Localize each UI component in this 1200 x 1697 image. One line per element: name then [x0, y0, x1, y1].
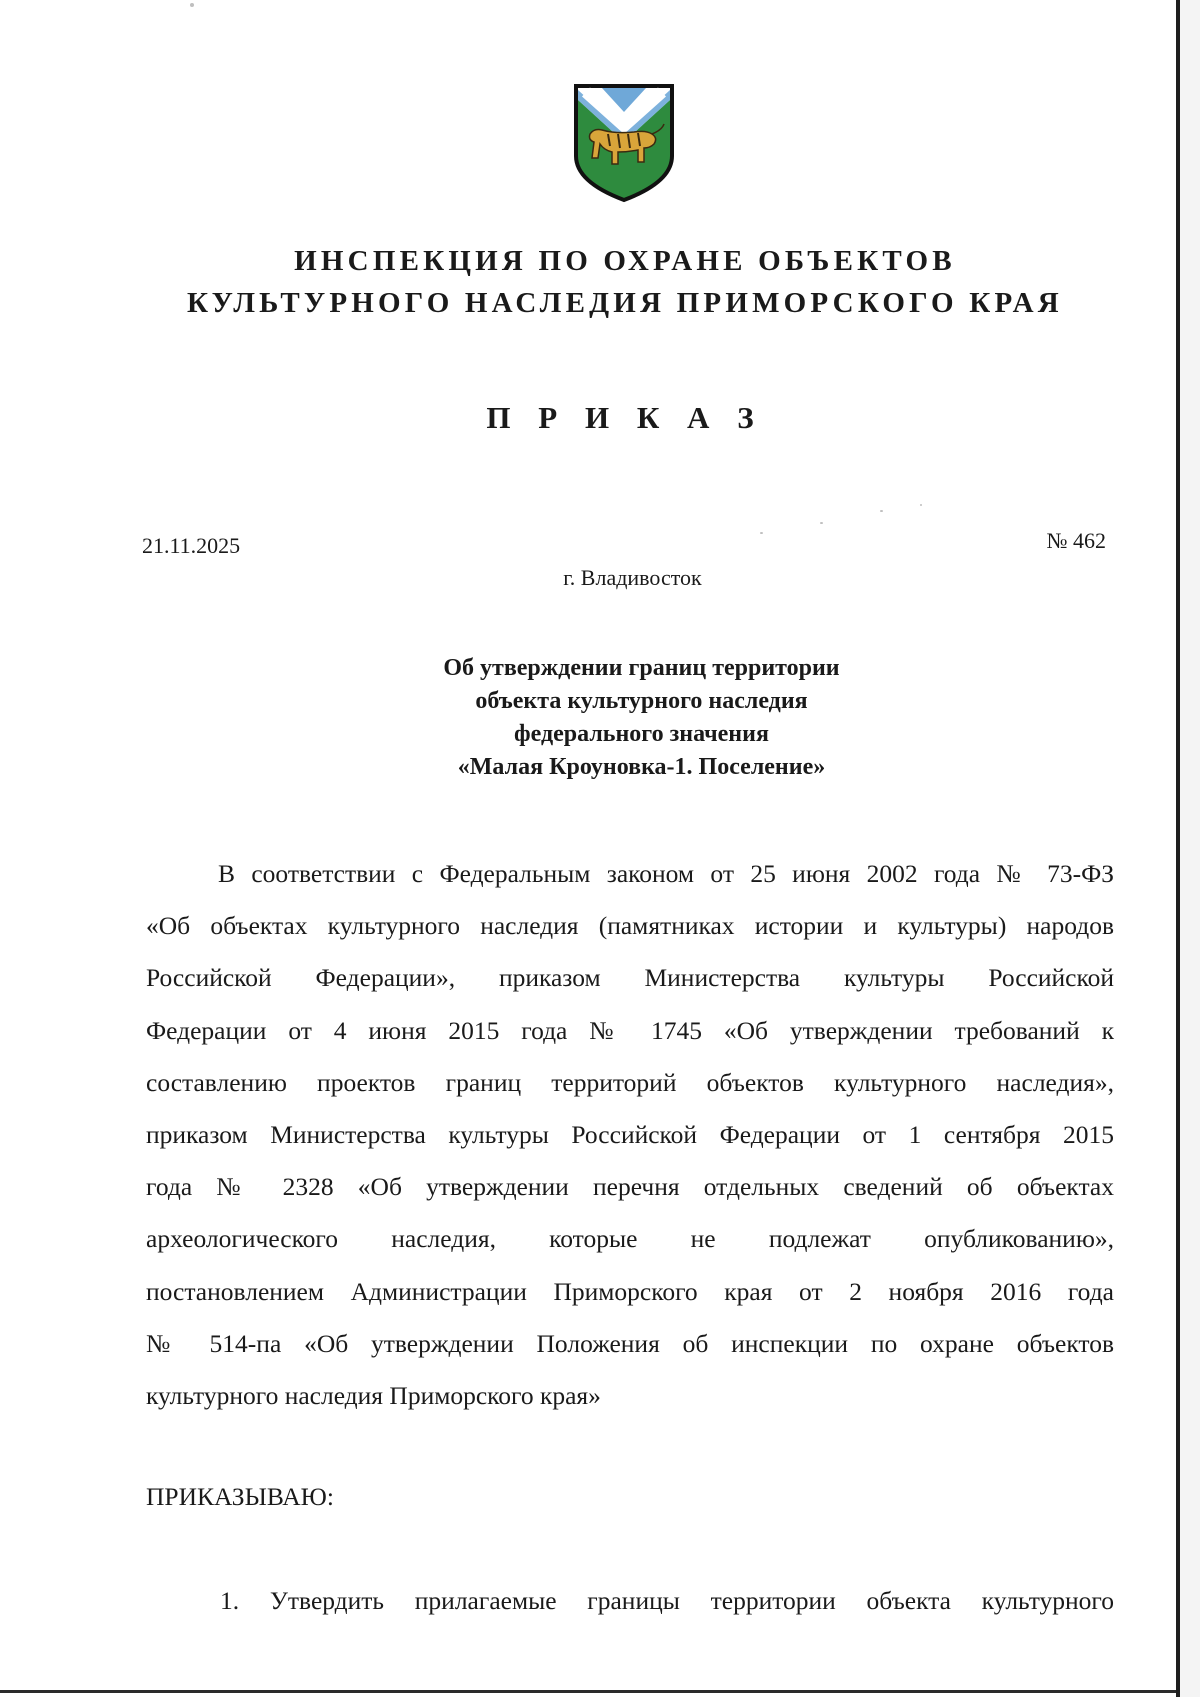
- preamble-line: приказом Министерства культуры Российской Федерации от 1 сентября 2015: [146, 1120, 1114, 1150]
- agency-name: [0, 240, 1200, 324]
- preamble-line: В соответствии с Федеральным законом от 25 июня 2002 года № 73-ФЗ: [218, 859, 1114, 888]
- order-subject-line: объекта культурного наследия: [475, 688, 808, 714]
- agency-name-line-1: ИНСПЕКЦИЯ ПО ОХРАНЕ ОБЪЕКТОВ: [294, 245, 956, 277]
- scan-speck: [880, 510, 883, 512]
- document-number: № 462: [1046, 528, 1106, 553]
- preamble-line: Федерации от 4 июня 2015 года № 1745 «Об утверждении требований к: [146, 1015, 1114, 1045]
- preamble-line: культурного наследия Приморского края»: [146, 1381, 601, 1411]
- scan-speck: [820, 522, 823, 524]
- page-bottom-edge: [0, 1690, 1176, 1693]
- agency-name-line-2: КУЛЬТУРНОГО НАСЛЕДИЯ ПРИМОРСКОГО КРАЯ: [187, 287, 1063, 319]
- preamble-line: «Об объектах культурного наследия (памятниках истории и культуры) народов: [146, 911, 1114, 941]
- scan-speck: [190, 3, 194, 7]
- preamble-line: № 514-па «Об утверждении Положения об инспекции по охране объектов: [146, 1328, 1114, 1358]
- order-subject-line: Об утверждении границ территории: [443, 655, 840, 681]
- preamble-line: года № 2328 «Об утверждении перечня отдельных сведений об объектах: [146, 1172, 1114, 1202]
- order-subject-line: «Малая Кроуновка-1. Поселение»: [457, 754, 826, 780]
- preamble-paragraph: [146, 848, 1114, 1422]
- scan-speck: [760, 532, 763, 534]
- preamble-line: Российской Федерации», приказом Министерства культуры Российской: [146, 963, 1114, 993]
- preamble-line: археологического наследия, которые не подлежат опубликованию»,: [146, 1224, 1114, 1254]
- document-date: 21.11.2025: [142, 533, 241, 558]
- preamble-line: составлению проектов границ территорий объектов культурного наследия»,: [146, 1067, 1114, 1097]
- document-city: г. Владивосток: [563, 565, 702, 590]
- document-type-title: П Р И К А З: [486, 400, 764, 435]
- order-subject: [0, 652, 1200, 784]
- primorsky-krai-coat-of-arms-icon: [572, 82, 676, 206]
- order-item: 1. Утвердить прилагаемые границы территории объекта культурного: [220, 1586, 1114, 1615]
- scan-speck: [920, 504, 922, 506]
- order-directive: ПРИКАЗЫВАЮ:: [146, 1482, 334, 1511]
- order-subject-line: федерального значения: [514, 721, 769, 747]
- preamble-line: постановлением Администрации Приморского края от 2 ноября 2016 года: [146, 1276, 1114, 1306]
